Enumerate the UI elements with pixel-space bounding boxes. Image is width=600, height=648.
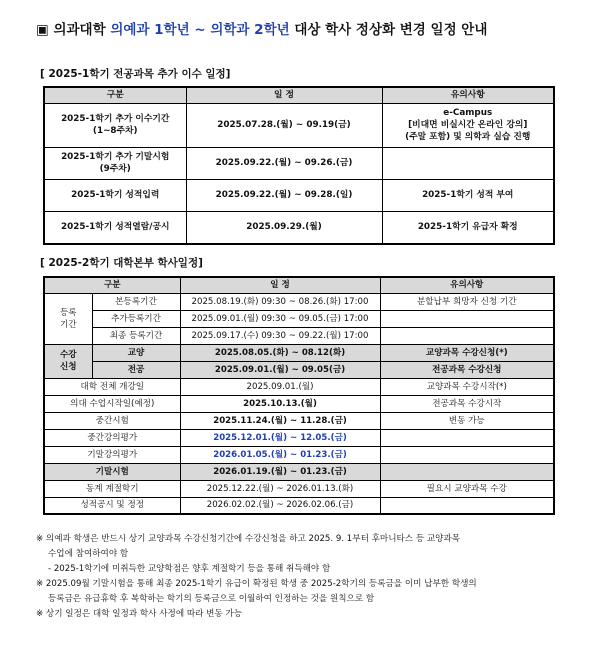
note-line: 수업에 참여하여야 함	[48, 549, 129, 559]
table-row: 동계 계절학기 2025.12.22.(월) ~ 2026.01.13.(화) 필요시 교양과목 수강	[44, 480, 554, 497]
note-line: ※ 2025.09월 기말시험을 통해 최종 2025-1학기 유급이 확정된 학생 중 2025-2학기의 등록금을 이미 납부한 학생의	[36, 579, 477, 589]
section1-table	[43, 86, 555, 245]
note-line: ※ 상기 일정은 대학 일정과 학사 사정에 따라 변동 가능	[36, 609, 243, 619]
table-row: 수강 신청 교양 2025.08.05.(화) ~ 08.12(화) 교양과목 수강신청(*)	[44, 344, 554, 361]
table-row: 등록 기간 본등록기간 2025.08.19.(화) 09:30 ~ 08.26.(화) 17:00 분할납부 희망자 신청 기간	[44, 293, 554, 310]
table-row: 2025-1학기 성적입력 2025.09.22.(월) ~ 09.28.(일) 2025-1학기 성적 부여	[44, 179, 554, 211]
header-date: 일 정	[180, 277, 380, 293]
table-row: 중간강의평가 2025.12.01.(월) ~ 12.05.(금)	[44, 429, 554, 446]
title-highlight: 의예과 1학년 ~ 의학과 2학년	[110, 22, 290, 38]
table-row: 2025-1학기 추가 기말시험 (9주차) 2025.09.22.(월) ~ 09.26.(금)	[44, 147, 554, 179]
page-title	[36, 18, 487, 38]
table-row: 전공 2025.09.01.(월) ~ 09.05(금) 전공과목 수강신청	[44, 361, 554, 378]
note-line: 등록금은 유급휴학 후 복학하는 학기의 등록금으로 이월하여 인정하는 것을 원칙으로 함	[48, 594, 375, 604]
header-date: 일 정	[186, 87, 382, 103]
section1-heading: [ 2025-1학기 전공과목 추가 이수 일정]	[40, 68, 231, 80]
group-registration: 등록 기간	[44, 293, 92, 344]
table-row: 대학 전체 개강일 2025.09.01.(월) 교양과목 수강시작(*)	[44, 378, 554, 395]
header-note: 유의사항	[380, 277, 554, 293]
title-part-1: 의과대학	[53, 22, 111, 38]
title-part-2: 대상 학사 정상화 변경 일정 안내	[289, 22, 488, 38]
table-row: 기말강의평가 2026.01.05.(월) ~ 01.23.(금)	[44, 446, 554, 463]
header-category: 구분	[44, 277, 180, 293]
notes	[36, 532, 576, 622]
table-row: 추가등록기간 2025.09.01.(월) 09:30 ~ 09.05.(금) 17:00	[44, 310, 554, 327]
table-row: 성적공시 및 정정 2026.02.02.(월) ~ 2026.02.06.(금)	[44, 497, 554, 514]
table-row: 기말시험 2026.01.19.(월) ~ 01.23.(금)	[44, 463, 554, 480]
header-note: 유의사항	[382, 87, 554, 103]
table-row: 의대 수업시작일(예정) 2025.10.13.(월) 전공과목 수강시작	[44, 395, 554, 412]
square-bullet-icon: ▣	[36, 22, 49, 38]
table-row: 2025-1학기 추가 이수기간 (1~8주차) 2025.07.28.(월) ~ 09.19(금) e-Campus [비대면 비실시간 온라인 강의] (주말 포함) 및 의학과 실습 진행	[44, 103, 554, 147]
section2-heading: [ 2025-2학기 대학본부 학사일정]	[40, 257, 203, 269]
note-line: - 2025-1학기에 미취득한 교양학점은 향후 계절학기 등을 통해 취득해야 함	[48, 564, 331, 574]
note-line: ※ 의예과 학생은 반드시 상기 교양과목 수강신청기간에 수강신청을 하고 2025. 9. 1부터 후마니타스 등 교양과목	[36, 534, 461, 544]
table-row: 2025-1학기 성적열람/공시 2025.09.29.(월) 2025-1학기 유급자 확정	[44, 211, 554, 244]
header-category: 구분	[44, 87, 186, 103]
table-row: 중간시험 2025.11.24.(월) ~ 11.28.(금) 변동 가능	[44, 412, 554, 429]
section2-table	[43, 276, 555, 515]
group-course-registration: 수강 신청	[44, 344, 92, 378]
table-row: 최종 등록기간 2025.09.17.(수) 09:30 ~ 09.22.(월) 17:00	[44, 327, 554, 344]
